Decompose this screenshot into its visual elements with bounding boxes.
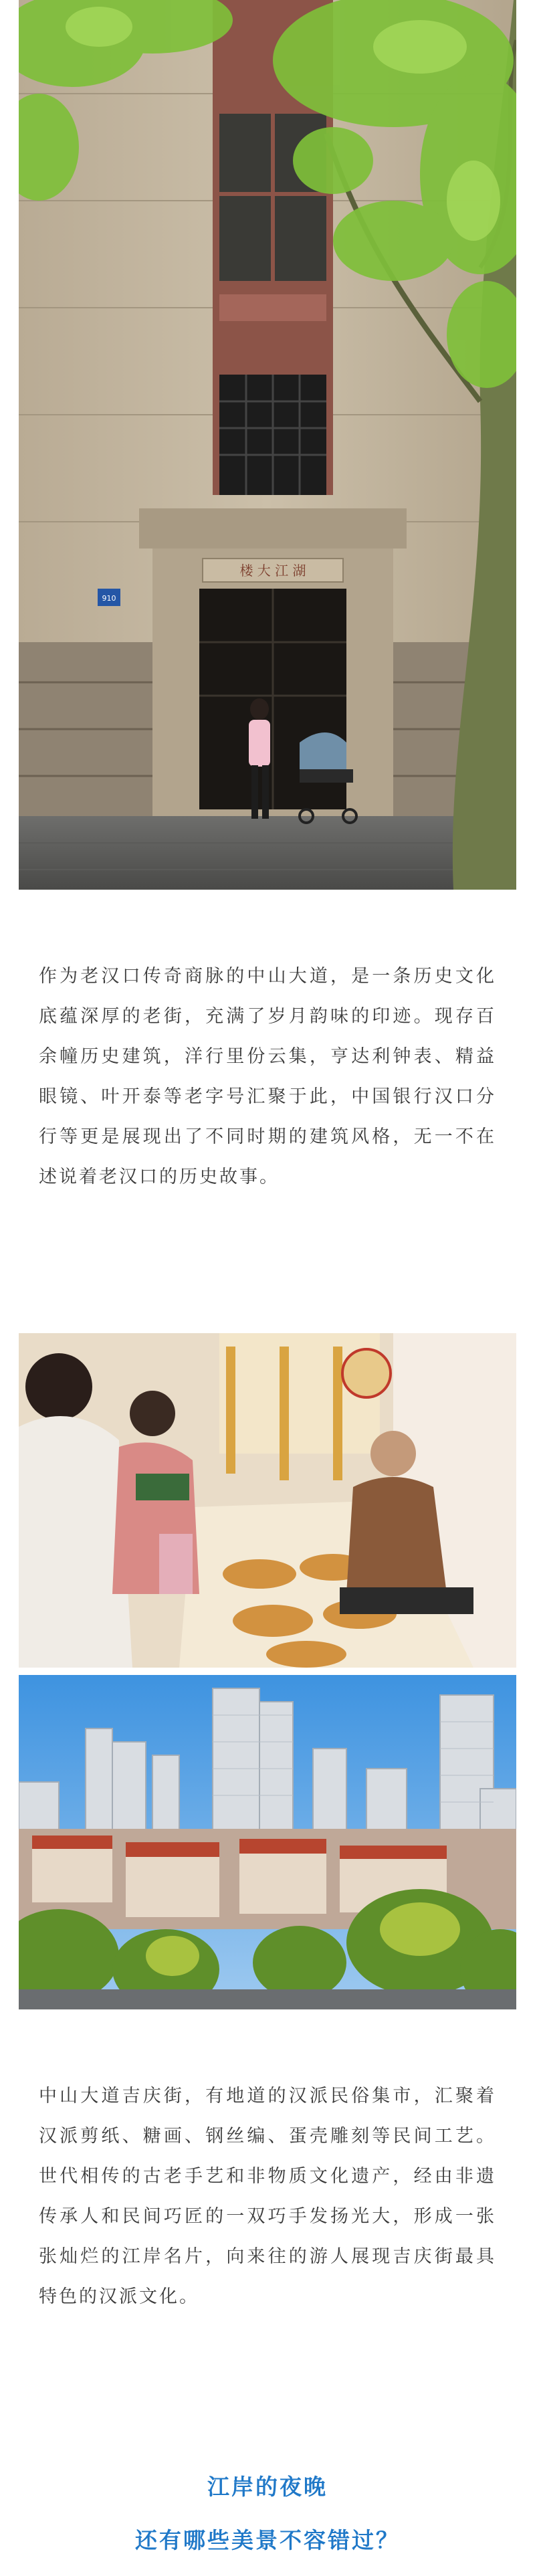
- article-paragraph-1: 作为老汉口传奇商脉的中山大道，是一条历史文化底蕴深厚的老街，充满了岁月韵味的印迹。现存百余幢历史建筑，洋行里份云集，亨达利钟表、精益眼镜、叶开泰等老字号汇聚于此，中国银行汉口分行等更是展现出了不同时期的建筑风格，无一不在述说着老汉口的历史故事。: [39, 966, 496, 1187]
- article-paragraph-2: 中山大道吉庆街，有地道的汉派民俗集市，汇聚着汉派剪纸、糖画、钢丝编、蛋壳雕刻等民间工艺。世代相传的古老手艺和非物质文化遗产，经由非遗传承人和民间巧匠的一双巧手发扬光大，形成一张张灿烂的江岸名片，向来往的游人展现吉庆街最具特色的汉派文化。: [39, 2086, 496, 2307]
- photo-historic-building: [19, 0, 516, 890]
- door-plaque-text: 楼 大 江 湖: [239, 563, 306, 579]
- street-number-text: 910: [102, 594, 116, 603]
- section-heading-line-1: 江岸的夜晚: [207, 2474, 328, 2500]
- section-heading-line-2: 还有哪些美景不容错过？: [135, 2527, 400, 2553]
- photo-city-skyline: [19, 1675, 516, 2009]
- photo-folk-craft-market: [19, 1333, 516, 1668]
